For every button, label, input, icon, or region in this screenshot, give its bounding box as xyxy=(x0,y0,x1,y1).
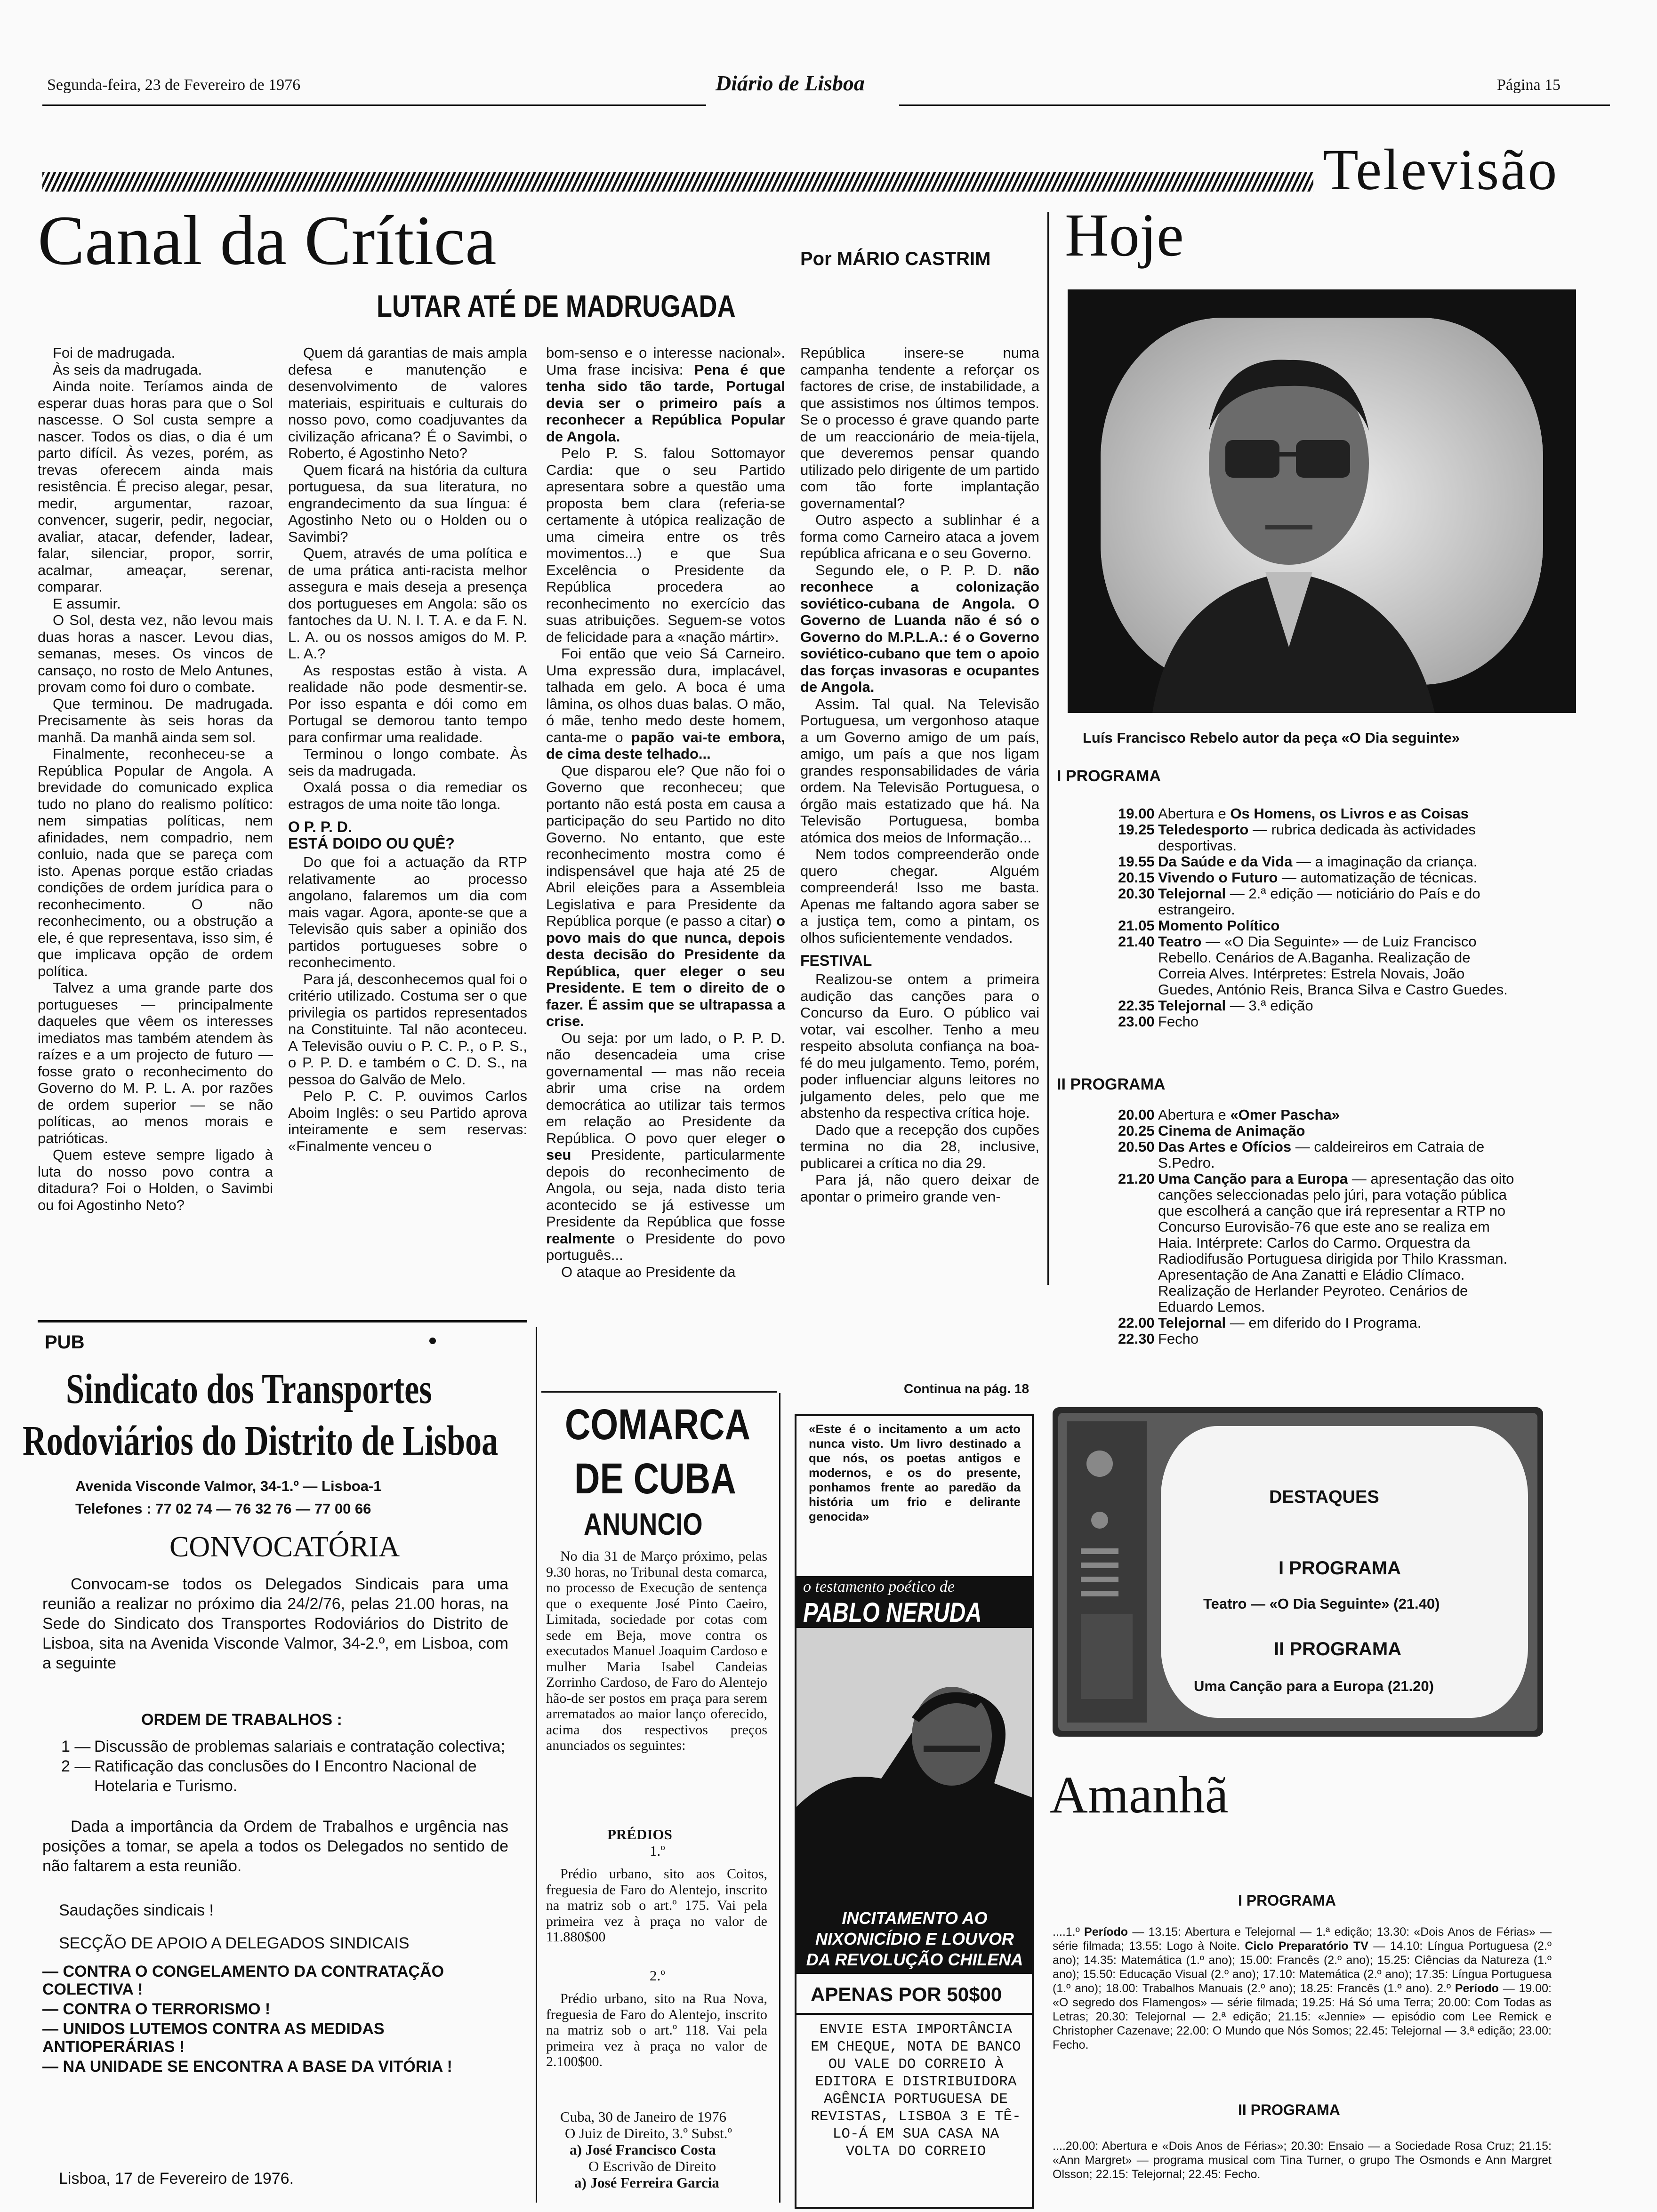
neruda-photo xyxy=(796,1628,1032,1906)
program-entry xyxy=(1118,1139,1518,1171)
program-entry xyxy=(1118,1107,1518,1123)
program-time: 20.15 xyxy=(1118,869,1155,886)
program-time: 19.55 xyxy=(1118,853,1155,870)
program-description: Abertura e Os Homens, os Livros e as Coisas xyxy=(1158,805,1469,822)
comarca-clerk: a) José Ferreira Garcia xyxy=(574,2174,719,2191)
article-headline: LUTAR ATÉ DE MADRUGADA xyxy=(377,289,736,323)
program-description: Fecho xyxy=(1158,1330,1199,1347)
neruda-ad xyxy=(795,1414,1034,2209)
photo-caption: Luís Francisco Rebelo autor da peça «O Dia seguinte» xyxy=(1083,729,1460,746)
comarca-title3: ANUNCIO xyxy=(584,1507,703,1541)
neruda-order: ENVIE ESTA IMPORTÂNCIA EM CHEQUE, NOTA DE BANCO OU VALE DO CORREIO À EDITORA E DISTRIBUIDORA AGÊNCIA PORTUGUESA DE REVISTAS, LISBOA 3 E TÊ-LO-Á EM SUA CASA NA VOLTA DO CORREIO xyxy=(811,2021,1021,2160)
pub-bullet xyxy=(429,1338,436,1344)
divider-pub-comarca xyxy=(536,1327,537,2203)
programa1-heading: I PROGRAMA xyxy=(1057,767,1161,785)
comarca-title1: COMARCA xyxy=(565,1401,750,1449)
amanha-p2-text: ....20.00: Abertura e «Dois Anos de Férias»; 20.30: Ensaio — a Sociedade Rosa Cruz; 21.15: «Ann Margret» — programa musical com Tina Turner, o grupo The Osmonds e Ann Margret Olsson; 22.15: Telejornal; 22.45: Fecho. xyxy=(1053,2140,1552,2181)
program-time: 20.25 xyxy=(1118,1122,1155,1139)
program-entry xyxy=(1118,1123,1518,1139)
program-time: 21.20 xyxy=(1118,1170,1155,1187)
neruda-price: APENAS POR 50$00 xyxy=(811,1983,1002,2005)
program-time: 21.40 xyxy=(1118,933,1155,950)
pub-label: PUB xyxy=(45,1332,85,1353)
agenda-text: Ratificação das conclusões do I Encontro Nacional de Hotelaria e Turismo. xyxy=(94,1757,477,1795)
program-time: 20.30 xyxy=(1118,885,1155,902)
hoje-title: Hoje xyxy=(1065,201,1184,269)
continued-note: Continua na pág. 18 xyxy=(904,1381,1030,1396)
neruda-book-title: INCITAMENTO AO NIXONICÍDIO E LOUVOR DA REVOLUÇÃO CHILENA xyxy=(806,1908,1023,1969)
program-description: Das Artes e Ofícios — caldeireiros em Catraia de S.Pedro. xyxy=(1158,1138,1485,1171)
programa2-list xyxy=(1118,1107,1518,1347)
tv-set xyxy=(1053,1407,1543,1737)
support-section: SECÇÃO DE APOIO A DELEGADOS SINDICAIS xyxy=(59,1934,410,1952)
program-description: Telejornal — em diferido do I Programa. xyxy=(1158,1314,1422,1331)
program-time: 20.00 xyxy=(1118,1106,1155,1123)
comarca-judge: a) José Francisco Costa xyxy=(570,2141,716,2158)
article-column-4: República insere-se numa campanha tendente a reforçar os factores de crise, de instabilidade, a que assistimos nos últimos tempos. Se o processo é grave quando parte de um reaccionário de meia-tijela, que deveremos pensar quando utilizado pelo dirigente de um partido com tão forte implantação governamental? Outro aspecto a sublinhar é a forma como Carneiro ataca a jovem república africana e o seu Governo. Segundo ele, o P. P. D. não reconhece a colonização soviético-cubana de Angola. O Governo de Luanda não é só o Governo do M.P.L.A.: é o Governo soviético-cubano que tem o apoio das forças invasoras e ocupantes de Angola. Assim. Tal qual. Na Televisão Portuguesa, um vergonhoso ataque a um Governo amigo de um país, amigo, um país a que nos ligam grandes responsabilidades de vária ordem. Na Televisão Portuguesa, o órgão mais estatizado que há. Na Televisão Portuguesa, bomba atómica dos meios de Informação... Nem todos compreenderão onde quero chegar. Alguém compreenderá! Isso me basta. Apenas me faltando agora saber se a justiça tem, como a pintam, os olhos suficientemente vendados. FESTIVAL Realizou-se ontem a primeira audição das canções para o Concurso da Euro. O público vai votar, vai escolher. Tenho a meu respeito absoluta confiança na boa-fé do meu julgamento. Temo, porém, poder influenciar alguns leitores no julgamento deles, pelo que me abstenho da respectiva crítica hoje. Dado que a recepção dos cupões termina no dia 28, inclusive, publicarei a crítica no dia 29. Para já, não quero deixar de apontar o primeiro grande ven- xyxy=(800,345,1039,1205)
signature: Lisboa, 17 de Fevereiro de 1976. xyxy=(59,2170,294,2188)
comarca-n1: 1.º xyxy=(650,1843,665,1859)
comarca-body: No dia 31 de Março próximo, pelas 9.30 horas, no Tribunal desta comarca, no processo de Execução de sentença que o exequente José Pinto Caeiro, Limitada, sociedade por cotas com sede em Beja, move contra os executados Manuel Joaquim Cardoso e mulher Maria Isabel Candeias Zorrinho Cardoso, de Faro do Alentejo hão-de ser postos em praça para serem arrematados ao maior lanço oferecido, acima dos respectivos preços anunciados os seguintes: xyxy=(546,1548,767,1753)
section-hatch-band xyxy=(42,172,1313,192)
convocatoria-title: CONVOCATÓRIA xyxy=(169,1531,400,1563)
slogan: — NA UNIDADE SE ENCONTRA A BASE DA VITÓRIA ! xyxy=(42,2058,452,2076)
program-entry xyxy=(1118,822,1518,854)
union-name-line2: Rodoviários do Distrito de Lisboa xyxy=(23,1418,499,1464)
neruda-quote: «Este é o incitamento a um acto nunca visto. Um livro destinado a que nós, os poetas antigos e modernos, e os do presente, ponhamos frente ao paredão da história um frio e delirante genocida» xyxy=(809,1422,1021,1523)
program-entry xyxy=(1118,1331,1518,1347)
destaques-p2-heading: II PROGRAMA xyxy=(1274,1639,1402,1659)
slogans xyxy=(42,1963,508,2077)
slogan: — UNIDOS LUTEMOS CONTRA AS MEDIDAS ANTIOPERÁRIAS ! xyxy=(42,2020,385,2056)
hoje-photo xyxy=(1068,289,1576,713)
destaques-p1-heading: I PROGRAMA xyxy=(1279,1558,1401,1579)
program-entry xyxy=(1118,998,1518,1014)
program-description: Da Saúde e da Vida — a imaginação da criança. xyxy=(1158,853,1478,870)
byline: Por MÁRIO CASTRIM xyxy=(800,248,991,269)
comarca-date: Cuba, 30 de Janeiro de 1976 xyxy=(560,2108,726,2125)
appeal-text: Dada a importância da Ordem de Trabalhos e urgência nas posições a tomar, se apela a todos os Delegados no sentido de não faltarem a esta reunião. xyxy=(42,1818,508,1875)
program-description: Uma Canção para a Europa — apresentação das oito canções seleccionadas pelo júri, para votação pública que escolherá a canção que irá representar a RTP no Concurso Eurovisão-76 que este ano se realiza em Haia. Intérprete: Carlos do Carmo. Orquestra da Radiodifusão Portuguesa dirigida por Thilo Krassman. Apresentação de Ana Zanatti e Eládio Clímaco. Realização de Herlander Peyroteo. Cenários de Eduardo Lemos. xyxy=(1158,1170,1514,1315)
article-column-3: bom-senso e o interesse nacional». Uma frase incisiva: Pena é que tenha sido tão tarde, Portugal devia ser o primeiro país a reconhecer a República Popular de Angola. Pelo P. S. falou Sottomayor Cardia: que o seu Partido apresentara sobre a questão uma proposta bem clara (referia-se certamente à utópica realização de uma cimeira entre os três movimentos...) e que Sua Excelência o Presidente da República procedera ao reconhecimento no exercício das suas atribuições. Seguem-se votos de felicidade para a «nação mártir». Foi então que veio Sá Carneiro. Uma expressão dura, implacável, talhada em gelo. A boca é uma lâmina, os olhos duas balas. O mão, ó mãe, tenho medo deste homem, canta-me o papão vai-te embora, de cima deste telhado... Que disparou ele? Que não foi o Governo que reconheceu; que portanto não está posta em causa a participação do seu Partido no dito Governo. No entanto, que este reconhecimento mostra como é indispensável que haja até 25 de Abril eleições para a Assembleia Legislativa e para Presidente da República porque (e passo a citar) o povo mais do que nunca, depois desta decisão do Presidente da República, quer eleger o seu Presidente. E tem o direito de o fazer. É assim que se ultrapassa a crise. Ou seja: por um lado, o P. P. D. não desencadeia uma crise governamental — mas não receia abrir uma crise na ordem democrática ao utilizar tais termos em relação ao Presidente da República. O povo quer eleger o seu Presidente, particularmente depois do reconhecimento de Angola, ou seja, nada disto teria acontecido se já estivesse um Presidente da República que fosse realmente o Presidente do povo português... O ataque ao Presidente da xyxy=(546,345,785,1280)
program-entry xyxy=(1118,870,1518,886)
program-description: Momento Político xyxy=(1158,917,1280,934)
amanha-p2-heading: II PROGRAMA xyxy=(1238,2101,1340,2118)
agenda-text: Discussão de problemas salariais e contratação colectiva; xyxy=(94,1738,506,1755)
agenda-list xyxy=(61,1737,508,1796)
pub-top-rule xyxy=(38,1320,527,1322)
program-time: 19.25 xyxy=(1118,821,1155,838)
slogan: — CONTRA O TERRORISMO ! xyxy=(42,2000,271,2018)
column-title: Canal da Crítica xyxy=(38,201,497,280)
program-entry xyxy=(1118,1315,1518,1331)
program-description: Cinema de Animação xyxy=(1158,1122,1305,1139)
divider-comarca-neruda xyxy=(779,1393,780,2203)
agenda-title: ORDEM DE TRABALHOS : xyxy=(141,1711,342,1729)
header-rule-right xyxy=(899,104,1610,106)
portrait-photo xyxy=(1068,289,1576,713)
destaques-title: DESTAQUES xyxy=(1269,1487,1379,1507)
program-description: Telejornal — 2.ª edição — noticiário do País e do estrangeiro. xyxy=(1158,885,1480,918)
program-description: Teledesporto — rubrica dedicada às actividades desportivas. xyxy=(1158,821,1476,854)
neruda-banner-big: PABLO NERUDA xyxy=(803,1597,982,1628)
program-entry xyxy=(1118,886,1518,918)
program-entry xyxy=(1118,1171,1518,1315)
vertical-divider-hoje xyxy=(1047,212,1049,1285)
comarca-clerk-title: O Escrivão de Direito xyxy=(588,2158,716,2174)
slogan: — CONTRA O CONGELAMENTO DA CONTRATAÇÃO COLECTIVA ! xyxy=(42,1963,444,1998)
greetings: Saudações sindicais ! xyxy=(59,1901,214,1919)
header-date: Segunda-feira, 23 de Fevereiro de 1976 xyxy=(47,76,301,94)
section-title: Televisão xyxy=(1323,137,1559,202)
comarca-top-rule xyxy=(541,1391,777,1393)
amanha-p1-text: ....1.º Período — 13.15: Abertura e Telejornal — 1.ª edição; 13.30: «Dois Anos de Férias» — série filmada; 13.55: Logo à Noite. Ciclo Preparatório TV — 14.10: Língua Portuguesa (2.º ano); 14.35: Matemática (1.º ano); 15.00: Francês (2.º ano); 15.25: Ciências da Natureza (1.º ano); 15.50: Educação Visual (2.º ano); 17.10: Matemática (2.º ano); 17.35: Língua Portuguesa (1.º ano); 18.00: Trabalhos Manuais (2.º ano); 18.25: Francês (1.º ano). 2.º Período — 19.00: «O segredo dos Flamengos» — série filmada; 19.25: Há Só uma Terra; 20.00: Com Todas as Letras; 20.30: Telejornal — 2.ª edição; 21.15: «Jennie» — episódio com Lee Remick e Christopher Cazenave; 22.00: O Mundo que Nós Somos; 22.45: Telejornal — 3.ª edição; 23.00: Fecho. xyxy=(1053,1925,1552,2052)
programa2-heading: II PROGRAMA xyxy=(1057,1075,1166,1093)
comarca-p2: Prédio urbano, sito na Rua Nova, freguesia de Faro do Alentejo, inscrito na matriz sob o art.º 118. Vai pela primeira vez à praça no valor de 2.100$00. xyxy=(546,1991,767,2069)
program-time: 22.30 xyxy=(1118,1330,1155,1347)
union-address: Avenida Visconde Valmor, 34-1.º — Lisboa-1 xyxy=(75,1478,382,1494)
agenda-number: 1 — xyxy=(61,1738,91,1755)
destaques-p2-item: Uma Canção para a Europa (21.20) xyxy=(1194,1678,1434,1694)
destaques-p1-item: Teatro — «O Dia Seguinte» (21.40) xyxy=(1203,1595,1440,1612)
program-entry xyxy=(1118,1014,1518,1030)
program-description: Vivendo o Futuro — automatização de técnicas. xyxy=(1158,869,1478,886)
amanha-title: Amanhã xyxy=(1050,1766,1229,1824)
masthead: Diário de Lisboa xyxy=(716,71,865,95)
program-description: Fecho xyxy=(1158,1013,1199,1030)
union-name-line1: Sindicato dos Transportes xyxy=(66,1366,432,1412)
page-number: Página 15 xyxy=(1497,76,1561,94)
comarca-judge-title: O Juiz de Direito, 3.º Subst.º xyxy=(565,2125,732,2141)
program-entry xyxy=(1118,806,1518,822)
program-description: Teatro — «O Dia Seguinte» — de Luiz Francisco Rebello. Cenários de A.Baganha. Realização de Correia Alves. Intérpretes: Estrela Novais, João Guedes, António Reis, Branca Silva e Castro Guedes. xyxy=(1158,933,1508,998)
program-time: 22.00 xyxy=(1118,1314,1155,1331)
program-time: 23.00 xyxy=(1118,1013,1155,1030)
agenda-item xyxy=(61,1756,508,1796)
comarca-title2: DE CUBA xyxy=(574,1455,736,1503)
neruda-price-rule xyxy=(796,2013,1032,2015)
programa1-list xyxy=(1118,806,1518,1030)
comarca-n2: 2.º xyxy=(650,1967,665,1984)
comarca-p1: Prédio urbano, sito aos Coitos, freguesia de Faro do Alentejo, inscrito na matriz sob o art.º 175. Vai pela primeira vez à praça no valor de 11.880$00 xyxy=(546,1866,767,1945)
union-phones: Telefones : 77 02 74 — 76 32 76 — 77 00 66 xyxy=(75,1500,371,1517)
program-time: 22.35 xyxy=(1118,997,1155,1014)
agenda-item xyxy=(61,1737,508,1756)
neruda-banner-small: o testamento poético de xyxy=(803,1578,955,1595)
program-entry xyxy=(1118,918,1518,934)
article-column-1: Foi de madrugada. Às seis da madrugada. Ainda noite. Teríamos ainda de esperar duas horas para que o Sol nascesse. O Sol custa sempre a nascer. Todos os dias, o dia é um parto difícil. Às vezes, porém, as trevas oferecem ainda mais resistência. É preciso alegar, pesar, medir, argumentar, razoar, convencer, sugerir, pedir, negociar, avaliar, atacar, defender, ladear, falar, silenciar, propor, sorrir, acalmar, ameaçar, serenar, comparar. E assumir. O Sol, desta vez, não levou mais duas horas a nascer. Levou dias, semanas, meses. Os vincos de cansaço, no rosto de Melo Antunes, provam como foi duro o combate. Que terminou. De madrugada. Precisamente às seis horas da manhã. Da manhã ainda sem sol. Finalmente, reconheceu-se a República Popular de Angola. A brevidade do comunicado explica tudo no plano do realismo político: nem simpatias políticas, nem afinidades, nem compadrio, nem conluio, nada que se pareça com isto. Apenas porque estão criadas condições de ordem jurídica para o reconhecimento. O não reconhecimento, ou a obstrução a ele, é que representava, isso sim, é que implicava opção de ordem política. Talvez a uma grande parte dos portugueses — principalmente daqueles que vêem os interesses imediatos mas também atendem às raízes e a um projecto de futuro — fosse grato o reconhecimento do Governo do M. P. L. A. por razões de ordem superior — se não políticas, ao menos morais e patrióticas. Quem esteve sempre ligado à luta do nosso povo contra a ditadura? Foi o Holden, o Savimbi ou foi Agostinho Neto? xyxy=(38,345,273,1213)
neruda-portrait-icon xyxy=(796,1628,1032,1906)
program-description: Abertura e «Omer Pascha» xyxy=(1158,1106,1340,1123)
convocatoria-intro: Convocam-se todos os Delegados Sindicais para uma reunião a realizar no próximo dia 24/2/76, pelas 21.00 horas, na Sede do Sindicato dos Transportes Rodoviários do Distrito de Lisboa, sita na Avenida Visconde Valmor, 34-2.º, em Lisboa, com a seguinte xyxy=(42,1575,508,1672)
program-time: 21.05 xyxy=(1118,917,1155,934)
agenda-number: 2 — xyxy=(61,1757,91,1775)
article-column-2: Quem dá garantias de mais ampla defesa e manutenção e desenvolvimento de valores materiais, espirituais e culturais do nosso povo, como coadjuvantes da civilização africana? É o Savimbi, o Roberto, é Agostinho Neto? Quem ficará na história da cultura portuguesa, da sua literatura, no engrandecimento da sua língua: é Agostinho Neto ou o Holden ou o Savimbi? Quem, através de uma política e de uma prática anti-racista melhor assegura e mais deseja a presença dos portugueses em Angola: são os fantoches da U. N. I. T. A. e da F. N. L. A. ou os nossos amigos do M. P. L. A.? As respostas estão à vista. A realidade não pode desmentir-se. Por isso espanta e dói como em Portugal se demorou tanto tempo para confirmar uma realidade. Terminou o longo combate. Às seis da madrugada. Oxalá possa o dia remediar os estragos de uma noite tão longa. O P. P. D. ESTÁ DOIDO OU QUÊ? Do que foi a actuação da RTP relativamente ao processo angolano, falaremos um dia com mais vagar. Agora, aponte-se que a Televisão quis saber a opinião dos partidos portugueses sobre o reconhecimento. Para já, desconhecemos qual foi o critério utilizado. Costuma ser o que privilegia os partidos representados na Constituinte. Tal não aconteceu. A Televisão ouviu o P. C. P., o P. S., o P. P. D. e também o C. D. S., na pessoa do Galvão de Melo. Pelo P. C. P. ouvimos Carlos Aboim Inglês: o seu Partido aprova inteiramente e sem reservas: «Finalmente venceu o xyxy=(288,345,527,1154)
program-description: Telejornal — 3.ª edição xyxy=(1158,997,1313,1014)
program-time: 20.50 xyxy=(1118,1138,1155,1155)
comarca-predios: PRÉDIOS xyxy=(607,1826,672,1843)
program-entry xyxy=(1118,854,1518,870)
program-time: 19.00 xyxy=(1118,805,1155,822)
header-rule-left xyxy=(42,104,706,106)
amanha-p1-heading: I PROGRAMA xyxy=(1238,1892,1336,1909)
program-entry xyxy=(1118,934,1518,998)
